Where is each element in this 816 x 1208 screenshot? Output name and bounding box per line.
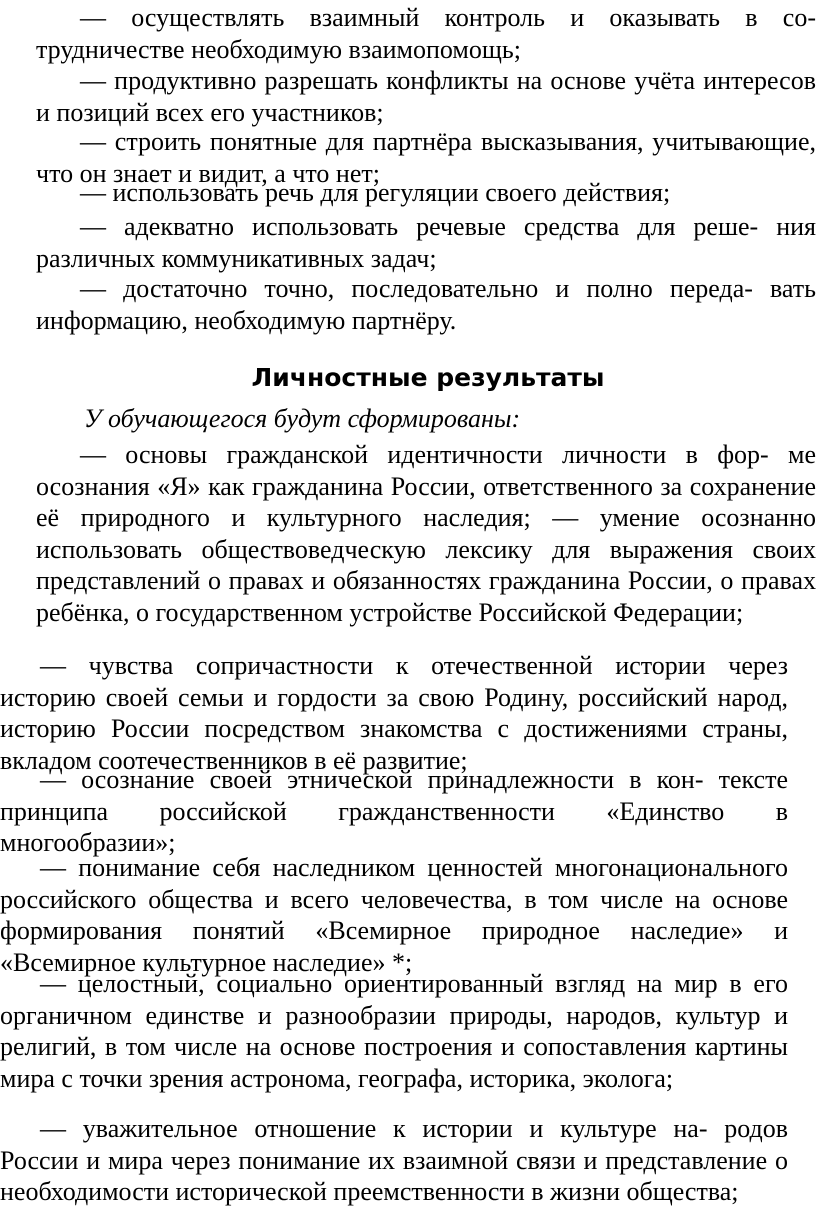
list-item-transfer-information: — достаточно точно, последовательно и полно переда- вать информацию, необходимую партнёру. <box>36 274 816 335</box>
list-item-ethnic-identity: — осознание своей этнической принадлежности в кон- тексте принципа российской гражданственности «Единство в многообразии»; <box>0 765 788 857</box>
list-item-heritage-values: — понимание себя наследником ценностей многонационального российского общества и всего человечества, в том числе на основе формирования понятий «Всемирное природное наследие» и «Всемирное культурное наследие» *; <box>0 853 788 977</box>
section-heading: Личностные результаты <box>251 363 605 392</box>
list-item-resolve-conflicts: — продуктивно разрешать конфликты на основе учёта интересов и позиций всех его участников; <box>36 66 816 127</box>
list-item-clear-statements: — строить понятные для партнёра высказывания, учитывающие, что он знает и видит, а что нет; <box>36 127 816 188</box>
list-item-civic-identity: — основы гражданской идентичности личности в фор- ме осознания «Я» как гражданина России, ответственного за сохранение её природного и культурного наследия; — умение осознанно использовать обществоведческую лексику для выражения своих представлений о правах и обязанностях гражданина России, о правах ребёнка, о государственном устройстве Российской Федерации; <box>36 440 816 627</box>
list-item-speech-regulation: — использовать речь для регуляции своего действия; <box>80 178 671 207</box>
lead-in-text: У обучающегося будут сформированы: <box>84 404 521 433</box>
list-item-mutual-control: — осуществлять взаимный контроль и оказывать в сотрудничестве необходимую взаимопомощь; <box>36 3 816 64</box>
list-item-respect-history: — уважительное отношение к истории и культуре на- родов России и мира через понимание их взаимной связи и представление о необходимости исторической преемственности в жизни общества; <box>0 1114 788 1206</box>
list-item-sense-of-belonging: — чувства сопричастности к отечественной истории через историю своей семьи и гордости за свою Родину, российский народ, историю России посредством знакомства с достижениями страны, вкладом соотечественников в её развитие; <box>0 651 788 775</box>
list-item-holistic-view: — целостный, социально ориентированный взгляд на мир в его органичном единстве и разнообразии природы, народов, культур и религий, в том числе на основе построения и сопоставления картины мира с точки зрения астронома, географа, историка, эколога; <box>0 969 788 1093</box>
list-item-speech-means: — адекватно использовать речевые средства для реше- ния различных коммуникативных задач; <box>36 212 816 273</box>
